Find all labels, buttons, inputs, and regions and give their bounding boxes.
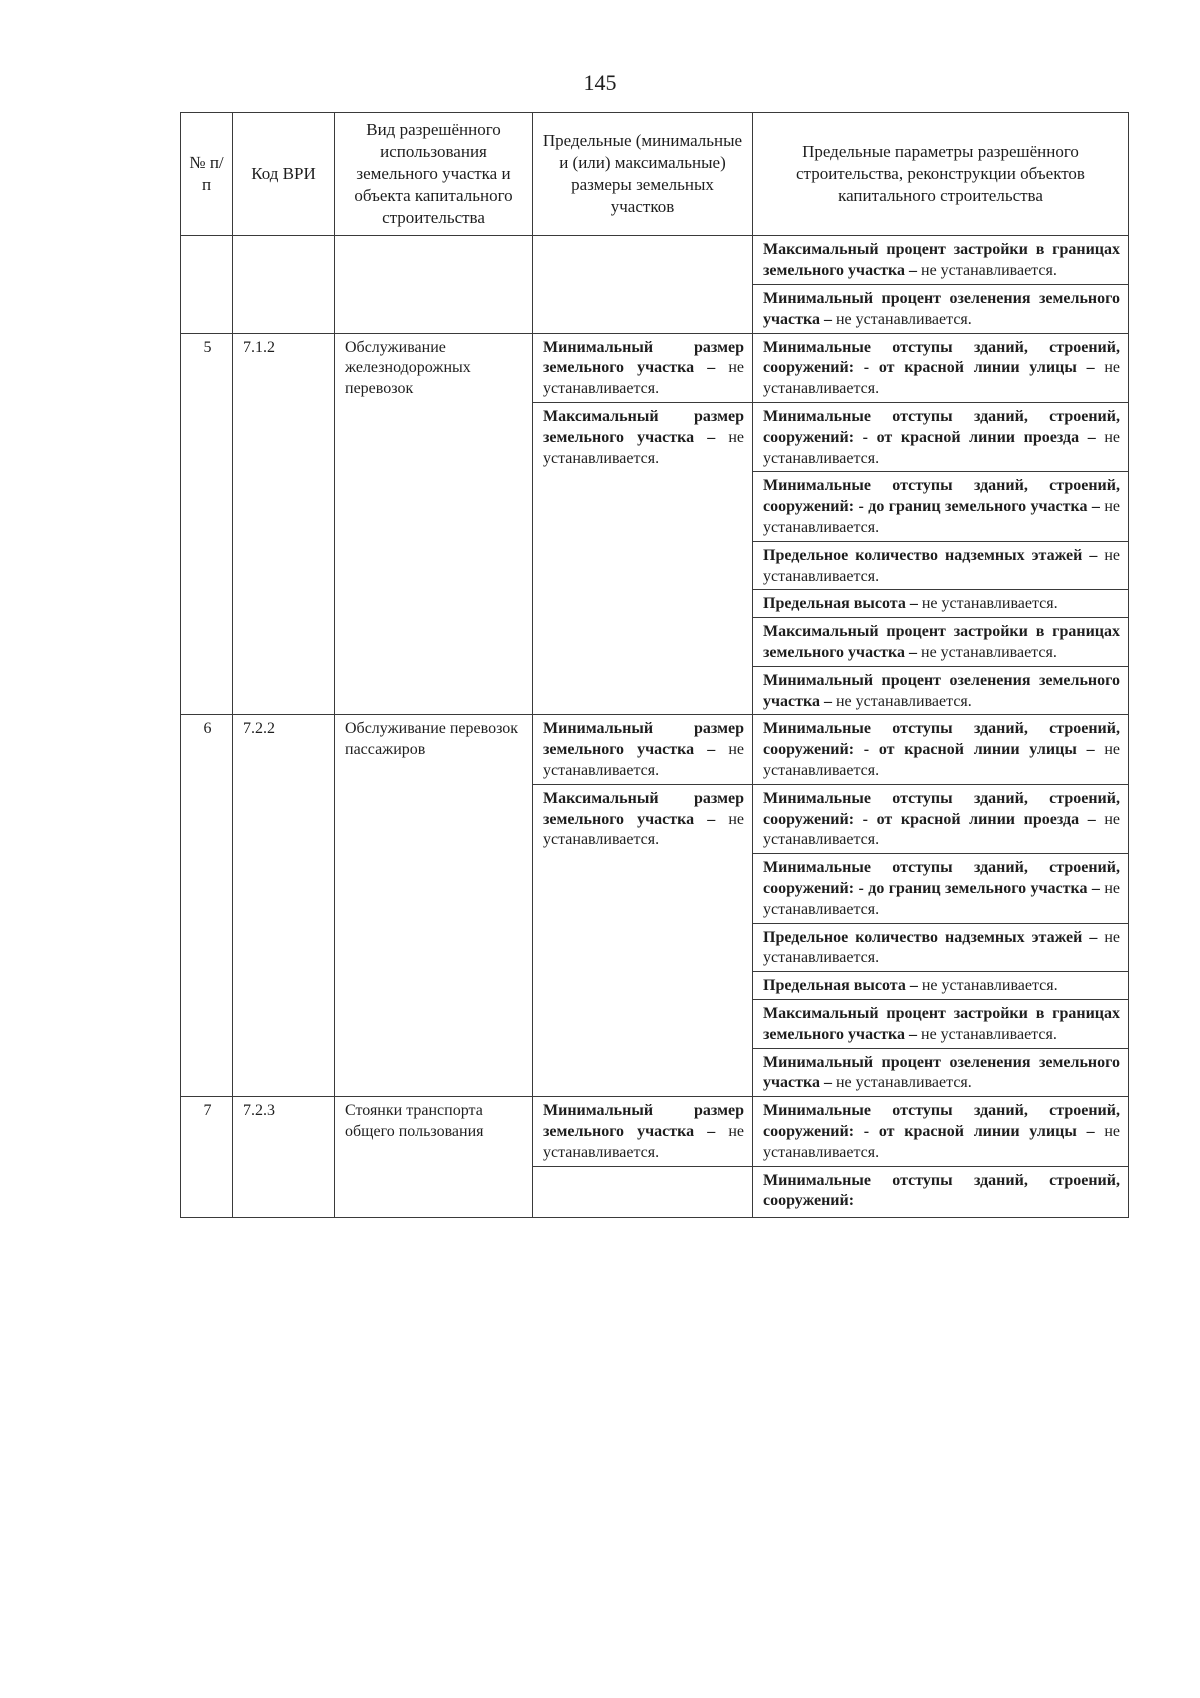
table-row [181, 1097, 1129, 1166]
size-cell-empty [533, 1166, 753, 1217]
param-cell: Минимальный процент озеленения земельного участка – не устанавливается. [753, 285, 1129, 334]
header-num: № п/п [181, 113, 233, 236]
param-cell: Минимальные отступы зданий, строений, сооружений: - до границ земельного участка – не устанавливается. [753, 854, 1129, 923]
param-cell: Минимальные отступы зданий, строений, сооружений: - от красной линии улицы – не устанавливается. [753, 715, 1129, 784]
param-cell: Предельная высота – не устанавливается. [753, 590, 1129, 618]
regulations-table [180, 112, 1129, 1218]
param-cell: Предельная высота – не устанавливается. [753, 972, 1129, 1000]
cell-kind: Обслуживание железнодорожных перевозок [335, 333, 533, 715]
size-cell: Минимальный размер земельного участка – не устанавливается. [533, 333, 753, 402]
cell-code [233, 236, 335, 333]
header-kind: Вид разрешённого использования земельного участка и объекта капитального строительства [335, 113, 533, 236]
table-row [181, 715, 1129, 784]
cell-num: 5 [181, 333, 233, 715]
cell-num [181, 236, 233, 333]
size-cell: Минимальный размер земельного участка – не устанавливается. [533, 715, 753, 784]
param-cell: Минимальный процент озеленения земельного участка – не устанавливается. [753, 1048, 1129, 1097]
size-cell: Максимальный размер земельного участка – не устанавливается. [533, 403, 753, 715]
cell-code: 7.2.3 [233, 1097, 335, 1217]
param-cell: Минимальные отступы зданий, строений, сооружений: - до границ земельного участка – не устанавливается. [753, 472, 1129, 541]
header-sizes: Предельные (минимальные и (или) максимальные) размеры земельных участков [533, 113, 753, 236]
cell-kind: Обслуживание перевозок пассажиров [335, 715, 533, 1097]
cell-num: 6 [181, 715, 233, 1097]
param-cell: Минимальные отступы зданий, строений, сооружений: [753, 1166, 1129, 1217]
param-cell: Минимальные отступы зданий, строений, сооружений: - от красной линии проезда – не устанавливается. [753, 403, 1129, 472]
cell-code: 7.1.2 [233, 333, 335, 715]
param-cell: Максимальный процент застройки в границах земельного участка – не устанавливается. [753, 999, 1129, 1048]
cell-kind: Стоянки транспорта общего пользования [335, 1097, 533, 1217]
param-cell: Минимальные отступы зданий, строений, сооружений: - от красной линии улицы – не устанавливается. [753, 1097, 1129, 1166]
page-number: 145 [583, 70, 617, 95]
size-cell: Минимальный размер земельного участка – не устанавливается. [533, 1097, 753, 1166]
table-header-row [181, 113, 1129, 236]
cell-kind [335, 236, 533, 333]
table-row [181, 236, 1129, 285]
param-cell: Предельное количество надземных этажей – не устанавливается. [753, 541, 1129, 590]
cell-sizes [533, 236, 753, 333]
param-cell: Максимальный процент застройки в границах земельного участка – не устанавливается. [753, 236, 1129, 285]
table-row [181, 333, 1129, 402]
cell-code: 7.2.2 [233, 715, 335, 1097]
size-cell: Максимальный размер земельного участка – не устанавливается. [533, 784, 753, 1096]
cell-num: 7 [181, 1097, 233, 1217]
param-cell: Максимальный процент застройки в границах земельного участка – не устанавливается. [753, 618, 1129, 667]
param-cell: Минимальные отступы зданий, строений, сооружений: - от красной линии улицы – не устанавливается. [753, 333, 1129, 402]
param-cell: Минимальный процент озеленения земельного участка – не устанавливается. [753, 666, 1129, 715]
param-cell: Предельное количество надземных этажей – не устанавливается. [753, 923, 1129, 972]
header-params: Предельные параметры разрешённого строительства, реконструкции объектов капитального строительства [753, 113, 1129, 236]
param-cell: Минимальные отступы зданий, строений, сооружений: - от красной линии проезда – не устанавливается. [753, 784, 1129, 853]
header-code: Код ВРИ [233, 113, 335, 236]
